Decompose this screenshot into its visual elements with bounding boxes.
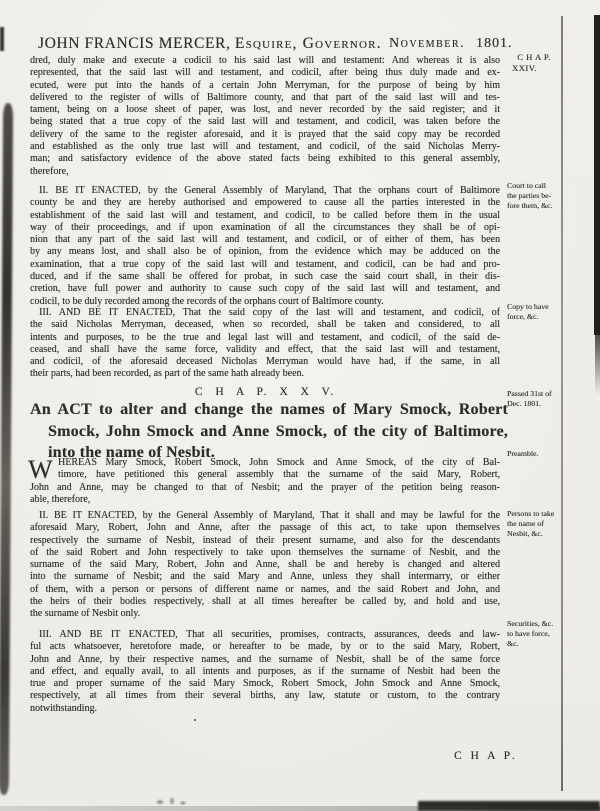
text-line: Persons to take: [507, 509, 555, 518]
text-line: way of their proceedings, and if upon examination of all the circumstances they shall be of opi-: [30, 221, 500, 233]
text-line: being stated that a true copy of the said last will and testament, and codicil, was taken before the: [30, 116, 500, 128]
text-line: into the name of Nesbit.: [48, 444, 216, 461]
margin-note-persons-to-take-name: [507, 509, 564, 538]
text-line: cretion, have full power and authority to cause such copy of the said last will and testament, and: [30, 283, 500, 295]
text-line: the heirs of their bodies respectively, shall at all times hereafter be called by, and hold and use,: [30, 596, 500, 608]
margin-note-court-to-call: [507, 181, 564, 210]
text-line: and effect, and equally avail, to all intents and purposes, as if the surname of Nesbit had been the: [30, 665, 500, 677]
text-line: force, &c.: [507, 311, 539, 321]
text-line: ecuted, were put into the hands of a certain John Merryman, for the purpose of being by him: [30, 79, 500, 91]
text-line: respectively the surname of Nesbit, instead of their present surname, and also for the descendants: [30, 534, 500, 546]
governor-name: JOHN FRANCIS MERCER,: [38, 35, 231, 52]
text-line: tament, being on a loose sheet of paper, was lost, and never recorded by the said register; and it: [30, 104, 500, 116]
text-line: therefore,: [30, 165, 69, 177]
ink-speck: [194, 719, 196, 721]
text-line: fore them, &c.: [507, 200, 553, 210]
text-line: establishment of the said last will and testament, and codicil, to be called before them in the usual: [30, 209, 500, 221]
text-line: II. BE IT ENACTED, by the General Assembly of Maryland, That the orphans court of Baltimore: [39, 185, 500, 196]
text-line: to have force,: [507, 628, 550, 638]
running-head-month: November.: [389, 36, 466, 51]
text-line: man; and satisfactory evidence of the above stated facts being exhibited to this general assembly,: [30, 153, 500, 165]
text-line: codicil, to be duly recorded among the records of the orphans court of Baltimore county.: [30, 295, 384, 307]
text-line: Securities, &c.: [507, 619, 554, 628]
scan-edge-band: [594, 15, 600, 335]
chap24-continuation-paragraph: [30, 55, 500, 178]
text-line: HEREAS Mary Smock, Robert Smock, John Smock and Anne Smock, of the city of Bal-: [58, 457, 500, 468]
text-line: Dec. 1801.: [507, 398, 541, 408]
text-line: II. BE IT ENACTED, by the General Assembly of Maryland, That it shall and may be lawful for the: [39, 510, 500, 521]
text-line: county be and they are hereby authorised and empowered to cause all the parties interested in the: [30, 197, 500, 209]
text-line: intents and purposes, to be the true and legal last will and testament, and codicil, of the said de-: [30, 331, 500, 343]
text-line: nion that any part of the said last will and testament, and codicil, or of either of them, has been: [30, 234, 500, 246]
scan-edge-nub: [0, 27, 4, 51]
text-line: Nesbit, &c.: [507, 528, 543, 538]
margin-note-copy-to-have-force: [507, 302, 564, 322]
text-line: dred, duly make and execute a codicil to his said last will and testament: And whereas it is also: [30, 55, 500, 66]
text-line: examination, that a true copy of the said last will and testament, and codicil, can be had and pro-: [30, 258, 500, 270]
text-line: ceased, and shall have the same force, validity and effect, that the said last will and testament,: [30, 343, 500, 355]
text-line: able, therefore,: [30, 493, 91, 505]
text-line: and codicil, of the aforesaid deceased Nicholas Merryman would have had, if the same, in all: [30, 356, 500, 368]
text-line: John and Anne, by their respective names, and the surname of Nesbit, shall be of the same force: [30, 653, 500, 665]
text-line: An ACT to alter and change the names of Mary Smock, Robert: [30, 401, 508, 418]
text-line: John and Anne, may be changed to that of Nesbit; and the prayer of the petition being reason-: [30, 481, 500, 493]
text-line: III. AND BE IT ENACTED, That all securities, promises, contracts, assurances, deeds and law-: [39, 629, 500, 640]
dropcap-w: W: [28, 455, 53, 484]
chap25-heading: C H A P. X X V.: [194, 386, 336, 398]
running-head-year: 1801.: [476, 36, 513, 51]
page-edge-rule: [561, 16, 563, 791]
text-line: the name of: [507, 518, 544, 528]
text-line: aforesaid Mary, Robert, John and Anne, after the passage of this act, to take upon themselves: [30, 522, 500, 534]
text-line: XXIV.: [512, 63, 538, 73]
page-header: [38, 35, 382, 53]
text-line: represented, that the said last will and testament, and codicil, after being thus duly made and ex-: [30, 67, 500, 79]
text-line: surname of the said Mary, Robert, John and Anne, shall be and hereby is changed and altered: [30, 559, 500, 571]
text-line: ful acts whatsoever, heretofore made, or hereafter to be made, by or to the said Mary, Robert,: [30, 641, 500, 653]
text-line: notwithstanding.: [30, 702, 97, 714]
text-line: delivered to the register of wills of Baltimore county, and that part of the said last will and tes-: [30, 91, 500, 103]
text-line: respectively, at all times from their several births, any law, statute or custom, to the contrary: [30, 690, 500, 702]
text-line: Copy to have: [507, 302, 549, 311]
chap25-section3-paragraph: [30, 629, 500, 715]
text-line: the parties be-: [507, 190, 552, 200]
text-line: Smock, John Smock and Anne Smock, of the city of Baltimore,: [48, 422, 508, 440]
chap25-section2-paragraph: [30, 510, 500, 621]
chap24-section2-paragraph: [30, 185, 500, 308]
text-line: III. AND BE IT ENACTED, That the said copy of the last will and testament, and codicil, of: [39, 307, 500, 318]
text-line: Preamble.: [507, 449, 539, 458]
text-line: true and proper surname of the said Mary Smock, Robert Smock, John Smock and Anne Smock,: [30, 678, 500, 690]
text-line: C H A P.: [517, 52, 551, 62]
margin-note-preamble: [507, 449, 564, 459]
text-line: the said Nicholas Merryman, deceased, when so recorded, shall be taken and considered, to all: [30, 319, 500, 331]
governor-title-suffix: Esquire, Governor.: [234, 35, 382, 52]
bottom-edge-streak: [0, 806, 600, 811]
text-line: and established as the only true last will and testament, and codicil, of the said Nicholas Merry-: [30, 141, 500, 153]
text-line: &c.: [507, 638, 519, 648]
text-line: their parts, had been recorded, as part of the same hath already been.: [30, 368, 305, 380]
text-line: into the surname of Nesbit; and the said Mary and Anne, unless they shall intermarry, or either: [30, 571, 500, 583]
handwriting-mark: [148, 794, 192, 809]
chap24-section3-paragraph: [30, 307, 500, 381]
margin-note-passed-date: [507, 389, 564, 409]
text-line: timore, have petitioned this general assembly that the surname of the said Mary, Robert,: [58, 469, 500, 481]
margin-note-securities: [507, 619, 564, 648]
binding-shadow: [0, 103, 13, 795]
catchword: C H A P.: [454, 750, 518, 762]
text-line: of the said Robert and John respectively to take upon themselves the surname of Nesbit, and the: [30, 546, 500, 558]
text-line: delivery of the same to the register aforesaid, and it is prayed that the said copy may be recorded: [30, 128, 500, 140]
margin-chapter-number: [512, 52, 556, 74]
text-line: Passed 31st of: [507, 389, 552, 398]
chap25-act-title: [30, 399, 508, 464]
scan-edge-fade: [595, 335, 600, 395]
text-line: duced, and if the same shall be offered for probat, in such case the said court shall, in their dis-: [30, 271, 500, 283]
text-line: the surname of Nesbit only.: [30, 608, 141, 620]
text-line: Court to call: [507, 181, 546, 190]
preamble-paragraph: [30, 457, 500, 506]
text-line: by any means lost, and shall also be of opinion, from the evidence which may be adduced on the: [30, 246, 500, 258]
text-line: of them, with a person or persons of different name or names, and the said Robert and John, and: [30, 583, 500, 595]
